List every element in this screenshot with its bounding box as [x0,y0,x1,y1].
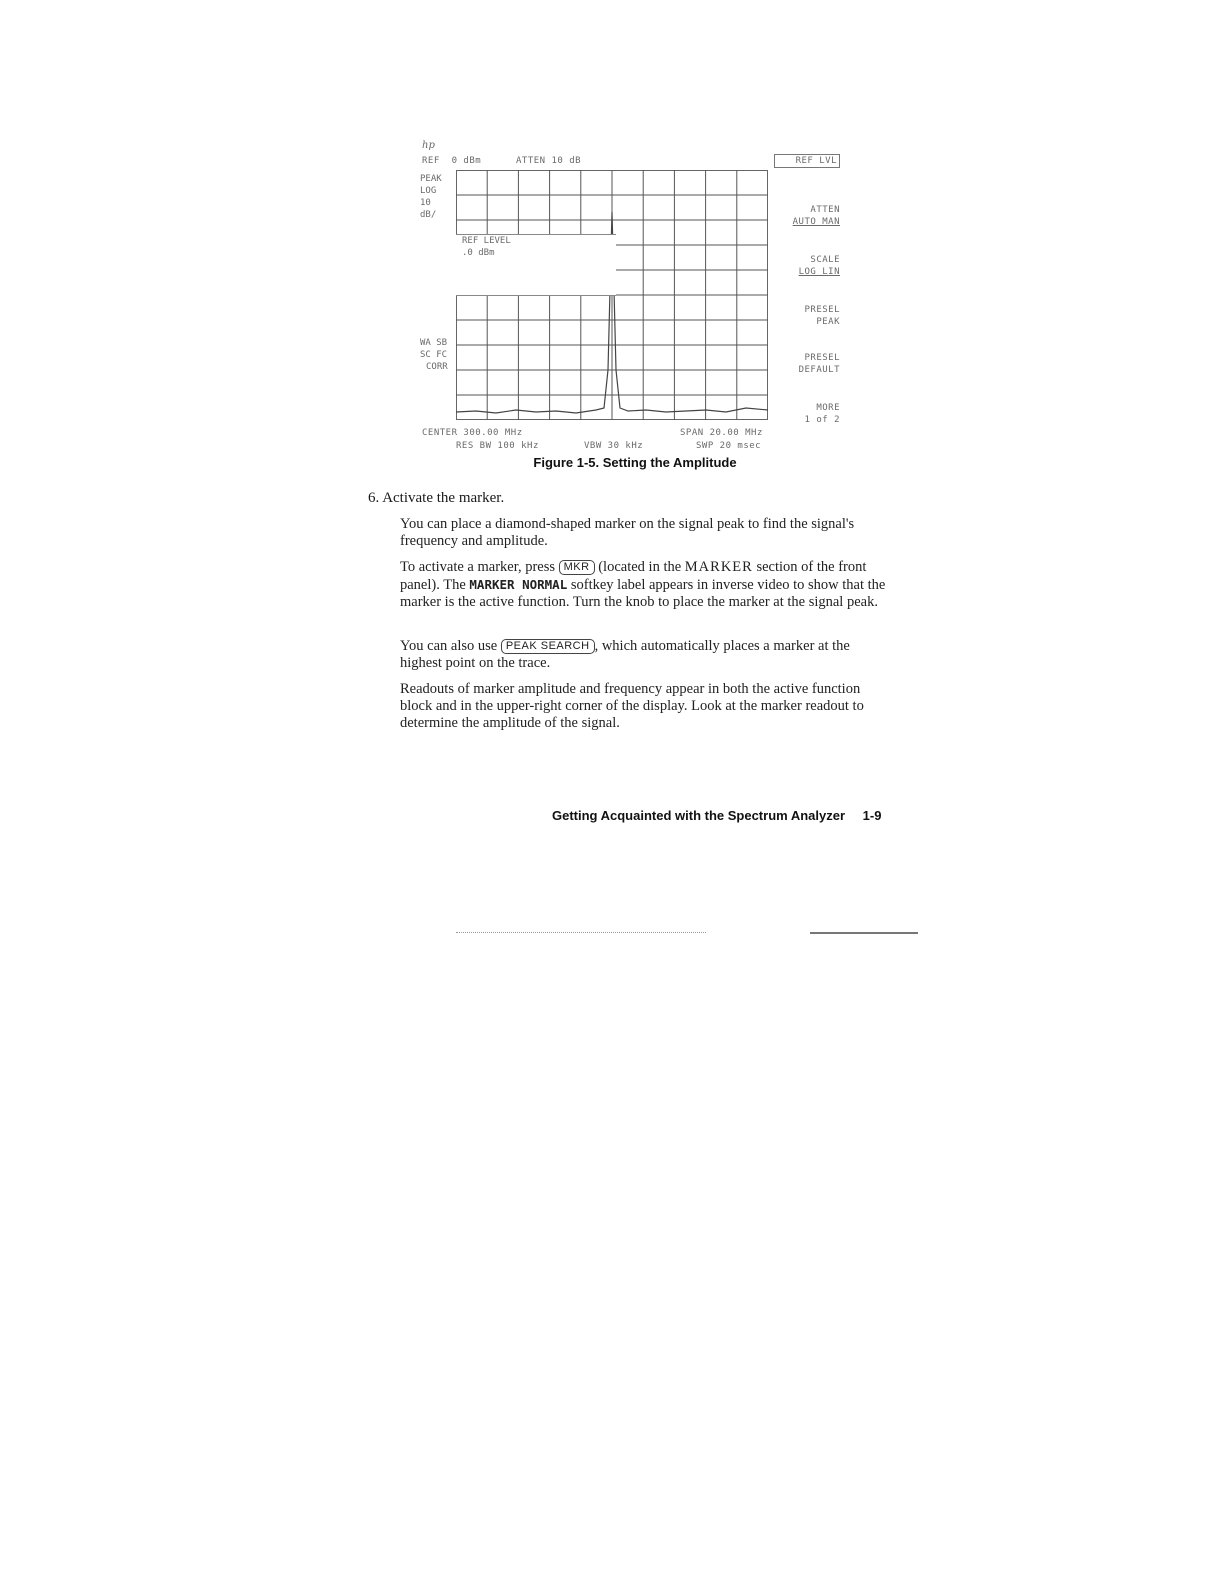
left-label-peak: PEAK [420,174,442,184]
softkey-more[interactable] [774,402,840,426]
ref-level-readout: REF 0 dBm [422,156,482,166]
softkey-scale-line2: LOG LIN [798,267,840,277]
p2-part-c: section of the front panel). The [400,559,867,593]
softkey-more-line1: MORE [816,403,840,413]
footer-title: Getting Acquainted with the Spectrum Analyzer [552,808,846,823]
softkey-presel-default[interactable] [774,352,840,376]
res-bw-readout: RES BW 100 kHz [456,441,539,451]
paragraph-readouts: Readouts of marker amplitude and frequency appear in both the active function block and in the upper-right corner of the display. Look at the marker readout to determine the amplitude of the signal. [400,681,864,731]
softkey-atten-line1: ATTEN [810,205,840,215]
active-function-block [456,234,616,296]
step-heading [368,490,504,507]
active-function-value: .0 dBm [462,248,495,258]
softkey-ref-lvl[interactable] [774,154,840,168]
softkey-atten-line2: AUTO MAN [792,217,840,227]
softkey-scale[interactable] [774,254,840,278]
softkey-presel-default-line1: PRESEL [804,353,840,363]
step-title: Activate the marker. [382,490,505,506]
left-label-sc-fc: SC FC [420,350,448,360]
p2-part-b: (located in the [598,559,682,575]
softkey-presel-peak-line1: PRESEL [804,305,840,315]
center-frequency-readout: CENTER 300.00 MHz [422,428,523,438]
softkey-presel-peak[interactable] [774,304,840,328]
spectrum-analyzer-screen [420,140,850,460]
scan-artifact-right [810,932,918,934]
softkey-more-line2: 1 of 2 [804,415,840,425]
span-readout: SPAN 20.00 MHz [680,428,763,438]
softkey-presel-default-line2: DEFAULT [798,365,840,375]
p3-part-b: , which automatically places a marker at the highest point on the trace. [400,638,850,671]
paragraph-peak-search [400,638,890,672]
marker-normal-softkey: MARKER NORMAL [469,577,568,592]
left-label-log: LOG [420,186,437,196]
sweep-time-readout: SWP 20 msec [696,441,762,451]
left-label-corr: CORR [426,362,448,372]
page-number: 1-9 [862,808,882,823]
atten-readout: ATTEN 10 dB [516,156,582,166]
left-label-10: 10 [420,198,431,208]
page-footer [552,808,881,823]
mkr-key: MKR [559,560,595,575]
active-function-label: REF LEVEL [462,236,511,246]
p2-part-a: To activate a marker, press [400,559,556,575]
figure-caption: Figure 1-5. Setting the Amplitude [533,455,737,470]
p2-part-d: softkey label appears in inverse video to show that the marker is the active function. Turn the knob to place the marker at the signal peak. [400,577,886,610]
left-label-db: dB/ [420,210,437,220]
softkey-atten[interactable] [774,204,840,228]
p3-part-a: You can also use [400,638,498,654]
softkey-scale-line1: SCALE [810,255,840,265]
hp-logo: hp [422,140,435,151]
p2-marker-word: MARKER [684,559,753,575]
step-number: 6. [368,490,380,506]
scan-artifact-left [456,932,706,933]
paragraph-marker-intro: You can place a diamond-shaped marker on the signal peak to find the signal's frequency and amplitude. [400,516,855,549]
softkey-ref-lvl-label: REF LVL [795,156,837,166]
peak-search-key: PEAK SEARCH [501,639,595,654]
paragraph-activate-marker [400,559,890,611]
left-label-wa-sb: WA SB [420,338,448,348]
softkey-presel-peak-line2: PEAK [816,317,840,327]
vbw-readout: VBW 30 kHz [584,441,644,451]
